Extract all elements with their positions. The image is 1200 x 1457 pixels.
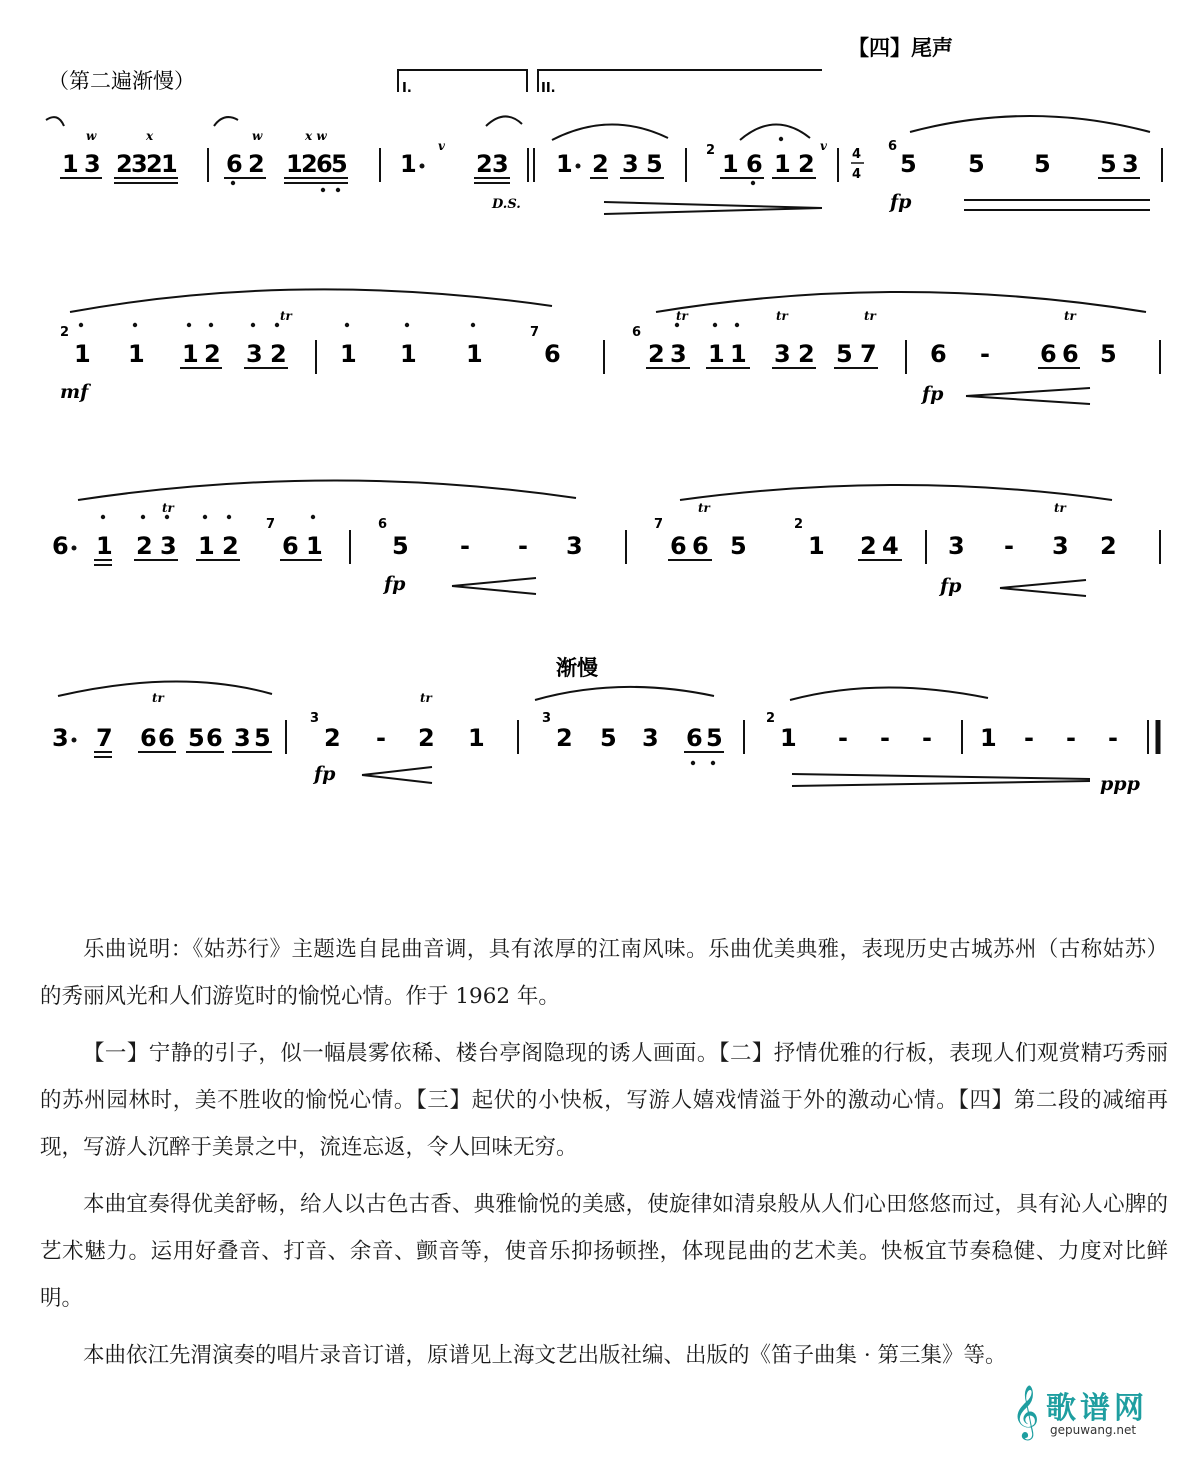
svg-text:-: - (922, 724, 932, 752)
dynamic-ppp: ppp (1100, 773, 1140, 795)
svg-text:1: 1 (808, 532, 825, 560)
svg-text:5: 5 (600, 724, 617, 752)
dynamic-fp: fp (890, 191, 912, 213)
svg-text:-: - (980, 340, 990, 368)
svg-text:x w: x w (305, 129, 327, 143)
svg-text:tr: tr (280, 309, 292, 323)
svg-text:1: 1 (468, 724, 485, 752)
svg-text:2: 2 (204, 340, 221, 368)
svg-text:w: w (252, 129, 263, 143)
svg-text:6: 6 (1040, 340, 1057, 368)
svg-text:5: 5 (1100, 340, 1117, 368)
dynamic-fp: fp (384, 573, 406, 595)
svg-text:3: 3 (566, 532, 583, 560)
svg-text:1: 1 (128, 340, 145, 368)
svg-text:3: 3 (774, 340, 791, 368)
svg-text:6: 6 (282, 532, 299, 560)
svg-text:2: 2 (592, 150, 609, 178)
svg-text:I.: I. (402, 81, 412, 96)
svg-text:6: 6 (226, 150, 243, 178)
svg-text:5: 5 (1034, 150, 1051, 178)
svg-text:tr: tr (420, 691, 432, 705)
dynamic-fp: fp (940, 575, 962, 597)
svg-text:6: 6 (140, 724, 157, 752)
svg-text:5: 5 (730, 532, 747, 560)
svg-text:tr: tr (864, 309, 876, 323)
svg-text:tr: tr (1064, 309, 1076, 323)
section-title: 【四】尾声 (848, 35, 953, 60)
svg-text:6: 6 (378, 517, 388, 532)
svg-text:1: 1 (466, 340, 483, 368)
svg-text:2: 2 (556, 724, 573, 752)
svg-text:3: 3 (234, 724, 251, 752)
svg-text:5: 5 (706, 724, 723, 752)
svg-text:3: 3 (160, 532, 177, 560)
svg-text:7: 7 (654, 517, 664, 532)
svg-text:2: 2 (798, 150, 815, 178)
svg-text:3: 3 (1122, 150, 1139, 178)
svg-text:2: 2 (706, 143, 716, 158)
svg-text:1: 1 (774, 150, 791, 178)
svg-text:6: 6 (692, 532, 709, 560)
notes-paragraph: 本曲宜奏得优美舒畅，给人以古色古香、典雅愉悦的美感，使旋律如清泉般从人们心田悠悠而过，具有沁人心脾的艺术魅力。运用好叠音、打音、余音、颤音等，使音乐抑扬顿挫，体现昆曲的艺术美。快板宜节奏稳健、力度对比鲜明。 (40, 1192, 1168, 1311)
svg-text:2: 2 (418, 724, 435, 752)
svg-text:1: 1 (556, 150, 573, 178)
svg-text:5: 5 (900, 150, 917, 178)
svg-text:2: 2 (136, 532, 153, 560)
svg-text:-: - (880, 724, 890, 752)
svg-text:1: 1 (780, 724, 797, 752)
svg-text:6: 6 (52, 532, 69, 560)
score-line-4 (52, 655, 1158, 795)
svg-text:1: 1 (96, 532, 113, 560)
svg-text:2: 2 (146, 150, 163, 178)
svg-text:2: 2 (794, 517, 804, 532)
svg-text:3: 3 (246, 340, 263, 368)
svg-text:-: - (460, 532, 470, 560)
svg-text:6: 6 (316, 150, 333, 178)
svg-text:-: - (1004, 532, 1014, 560)
svg-text:2: 2 (301, 150, 318, 178)
svg-text:4: 4 (852, 167, 862, 182)
svg-text:2: 2 (1100, 532, 1117, 560)
svg-text:6: 6 (1062, 340, 1079, 368)
svg-text:tr: tr (1054, 501, 1066, 515)
svg-text:2: 2 (116, 150, 133, 178)
svg-text:5: 5 (1100, 150, 1117, 178)
svg-text:1: 1 (161, 150, 178, 178)
svg-text:3: 3 (622, 150, 639, 178)
svg-text:1: 1 (400, 340, 417, 368)
svg-text:3: 3 (131, 150, 148, 178)
svg-text:5: 5 (254, 724, 271, 752)
svg-text:-: - (518, 532, 528, 560)
svg-text:5: 5 (836, 340, 853, 368)
svg-text:tr: tr (776, 309, 788, 323)
svg-text:1: 1 (708, 340, 725, 368)
svg-text:3: 3 (310, 711, 320, 726)
svg-text:-: - (376, 724, 386, 752)
notes-paragraph: 本曲依江先渭演奏的唱片录音订谱，原谱见上海文艺出版社编、出版的《笛子曲集 · 第三集》等。 (83, 1343, 1007, 1368)
score-line-3 (52, 480, 1160, 597)
svg-text:1: 1 (74, 340, 91, 368)
dynamic-fp: fp (922, 383, 944, 405)
svg-text:4: 4 (852, 147, 862, 162)
volta-bracket-2 (538, 70, 822, 96)
svg-text:1: 1 (198, 532, 215, 560)
svg-text:2: 2 (798, 340, 815, 368)
svg-text:5: 5 (968, 150, 985, 178)
volta-bracket-1 (398, 70, 527, 96)
svg-text:3: 3 (492, 150, 509, 178)
svg-text:4: 4 (882, 532, 899, 560)
score-line-2 (60, 289, 1160, 405)
svg-text:3: 3 (542, 711, 552, 726)
svg-text:6: 6 (930, 340, 947, 368)
svg-text:1: 1 (980, 724, 997, 752)
dynamic-fp: fp (314, 763, 336, 785)
svg-text:6: 6 (206, 724, 223, 752)
svg-text:v: v (820, 139, 827, 153)
svg-text:1: 1 (286, 150, 303, 178)
svg-text:2: 2 (270, 340, 287, 368)
svg-text:5: 5 (392, 532, 409, 560)
notes-paragraph: 乐曲说明：《姑苏行》主题选自昆曲音调，具有浓厚的江南风味。乐曲优美典雅，表现历史古城苏州（古称姑苏）的秀丽风光和人们游览时的愉悦心情。作于 1962 年。 (40, 937, 1168, 1009)
svg-text:tr: tr (698, 501, 710, 515)
svg-text:7: 7 (96, 724, 113, 752)
svg-text:2: 2 (324, 724, 341, 752)
svg-text:3: 3 (642, 724, 659, 752)
watermark-logo: 𝄞 歌谱网 gepuwang.net (1012, 1384, 1148, 1438)
svg-text:5: 5 (188, 724, 205, 752)
rit-marking: 渐慢 (556, 655, 598, 680)
svg-text:3: 3 (52, 724, 69, 752)
svg-text:w: w (86, 129, 97, 143)
svg-text:3: 3 (84, 150, 101, 178)
svg-text:3: 3 (670, 340, 687, 368)
score-line-1 (46, 116, 1162, 214)
svg-text:1: 1 (306, 532, 323, 560)
svg-text:6: 6 (632, 325, 642, 340)
svg-text:1: 1 (730, 340, 747, 368)
svg-text:5: 5 (331, 150, 348, 178)
svg-text:tr: tr (162, 501, 174, 515)
svg-text:7: 7 (266, 517, 276, 532)
svg-text:-: - (1108, 724, 1118, 752)
svg-text:1: 1 (62, 150, 79, 178)
svg-text:-: - (1066, 724, 1076, 752)
svg-text:3: 3 (1052, 532, 1069, 560)
svg-text:7: 7 (530, 325, 540, 340)
svg-text:v: v (438, 139, 445, 153)
svg-text:6: 6 (686, 724, 703, 752)
svg-text:II.: II. (541, 81, 556, 96)
svg-text:6: 6 (158, 724, 175, 752)
svg-text:2: 2 (648, 340, 665, 368)
svg-text:5: 5 (646, 150, 663, 178)
svg-text:x: x (146, 129, 154, 143)
svg-text:7: 7 (860, 340, 877, 368)
svg-text:2: 2 (476, 150, 493, 178)
ds-marking: D.S. (492, 197, 521, 212)
treble-clef-icon: 𝄞 (1012, 1384, 1040, 1438)
svg-text:1: 1 (400, 150, 417, 178)
svg-text:2: 2 (222, 532, 239, 560)
notes-paragraph: 【一】宁静的引子，似一幅晨雾依稀、楼台亭阁隐现的诱人画面。【二】抒情优雅的行板，表现人们观赏精巧秀丽的苏州园林时，美不胜收的愉悦心情。【三】起伏的小快板，写游人嬉戏情溢于外的激动心情。【四】第二段的减缩再现，写游人沉醉于美景之中，流连忘返，令人回味无穷。 (40, 1041, 1168, 1160)
svg-text:2: 2 (766, 711, 776, 726)
svg-text:tr: tr (676, 309, 688, 323)
svg-text:1: 1 (182, 340, 199, 368)
svg-text:6: 6 (670, 532, 687, 560)
svg-text:2: 2 (248, 150, 265, 178)
svg-text:3: 3 (948, 532, 965, 560)
tempo-note: （第二遍渐慢） (48, 69, 195, 93)
svg-text:-: - (1024, 724, 1034, 752)
svg-text:2: 2 (860, 532, 877, 560)
music-notes (40, 926, 1168, 1389)
svg-text:1: 1 (722, 150, 739, 178)
svg-text:1: 1 (340, 340, 357, 368)
svg-text:6: 6 (746, 150, 763, 178)
svg-text:tr: tr (152, 691, 164, 705)
svg-text:6: 6 (544, 340, 561, 368)
svg-text:-: - (838, 724, 848, 752)
svg-text:6: 6 (888, 139, 898, 154)
svg-text:2: 2 (60, 325, 70, 340)
dynamic-mf: mf (60, 381, 89, 403)
